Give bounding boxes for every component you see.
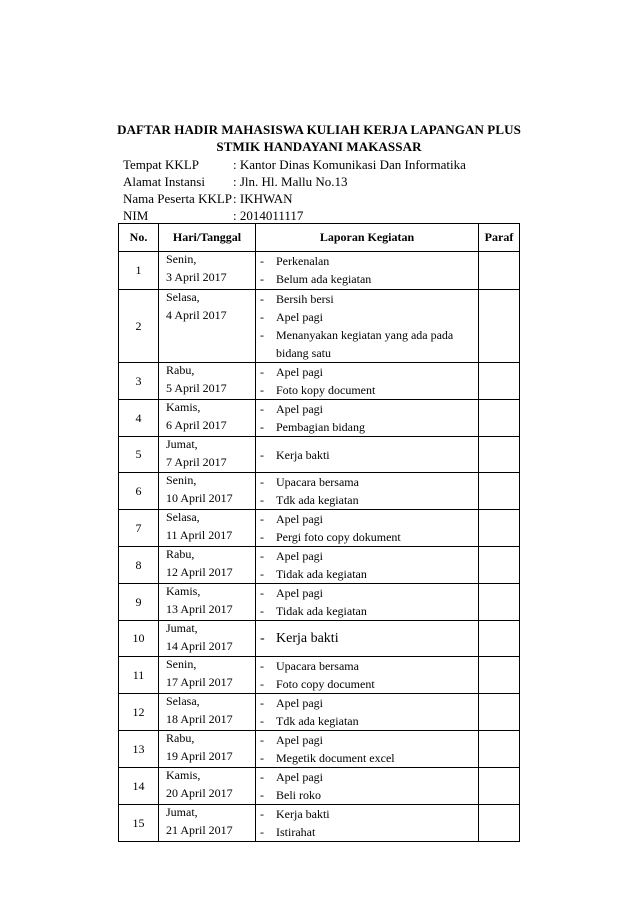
activity-text: Apel pagi bbox=[276, 586, 323, 600]
participant-info bbox=[123, 156, 466, 224]
info-value: : 2014011117 bbox=[233, 208, 304, 223]
row-signature bbox=[479, 473, 520, 510]
activity-item bbox=[260, 290, 478, 308]
bullet-dash: - bbox=[260, 310, 264, 324]
day-name: Rabu, bbox=[166, 363, 195, 377]
table-row bbox=[119, 363, 520, 400]
info-value: : IKHWAN bbox=[233, 191, 293, 206]
bullet-dash: - bbox=[260, 493, 264, 507]
row-number: 10 bbox=[119, 621, 159, 657]
row-number: 7 bbox=[119, 510, 159, 547]
activity-text: Upacara bersama bbox=[276, 659, 359, 673]
bullet-dash: - bbox=[260, 254, 264, 268]
activity-text: Tidak ada kegiatan bbox=[276, 567, 367, 581]
row-activities bbox=[256, 290, 479, 363]
row-signature bbox=[479, 510, 520, 547]
row-activities bbox=[256, 437, 479, 473]
activity-text: Apel pagi bbox=[276, 549, 323, 563]
table-row bbox=[119, 694, 520, 731]
row-signature bbox=[479, 547, 520, 584]
activity-item bbox=[260, 602, 478, 620]
bullet-dash: - bbox=[260, 604, 264, 618]
info-row bbox=[123, 156, 466, 173]
activity-item bbox=[260, 418, 478, 436]
row-day-date bbox=[159, 437, 256, 473]
activity-item bbox=[260, 473, 478, 491]
day-name: Selasa, bbox=[166, 694, 200, 708]
activity-text: Apel pagi bbox=[276, 733, 323, 747]
row-activities bbox=[256, 252, 479, 290]
row-number: 1 bbox=[119, 252, 159, 290]
row-number: 11 bbox=[119, 657, 159, 694]
activity-text: Bersih bersi bbox=[276, 292, 334, 306]
activity-item bbox=[260, 768, 478, 786]
activity-text: Apel pagi bbox=[276, 770, 323, 784]
activity-item bbox=[260, 731, 478, 749]
header-no: No. bbox=[119, 224, 159, 252]
activity-text: Pergi foto copy dokument bbox=[276, 530, 401, 544]
table-row bbox=[119, 657, 520, 694]
date-value: 19 April 2017 bbox=[166, 749, 233, 763]
info-label: Tempat KKLP bbox=[123, 157, 199, 172]
header-report: Laporan Kegiatan bbox=[256, 224, 479, 252]
activity-item bbox=[260, 270, 478, 288]
day-name: Kamis, bbox=[166, 400, 201, 414]
row-day-date bbox=[159, 290, 256, 363]
row-activities bbox=[256, 768, 479, 805]
activity-text: Apel pagi bbox=[276, 696, 323, 710]
bullet-dash: - bbox=[260, 825, 264, 839]
row-day-date bbox=[159, 694, 256, 731]
day-name: Senin, bbox=[166, 473, 197, 487]
activity-item bbox=[260, 565, 478, 583]
activity-text: Foto kopy document bbox=[276, 383, 376, 397]
bullet-dash: - bbox=[260, 512, 264, 526]
activity-item bbox=[260, 675, 478, 693]
bullet-dash: - bbox=[260, 447, 264, 462]
bullet-dash: - bbox=[260, 696, 264, 710]
date-value: 5 April 2017 bbox=[166, 381, 227, 395]
row-number: 6 bbox=[119, 473, 159, 510]
bullet-dash: - bbox=[260, 714, 264, 728]
row-day-date bbox=[159, 731, 256, 768]
row-signature bbox=[479, 584, 520, 621]
activity-text: Apel pagi bbox=[276, 512, 323, 526]
activity-text: Apel pagi bbox=[276, 402, 323, 416]
activity-text: Kerja bakti bbox=[276, 447, 330, 462]
table-row bbox=[119, 584, 520, 621]
row-day-date bbox=[159, 805, 256, 842]
activity-item bbox=[260, 547, 478, 565]
activity-item bbox=[260, 510, 478, 528]
table-row bbox=[119, 437, 520, 473]
row-activities bbox=[256, 584, 479, 621]
table-row bbox=[119, 252, 520, 290]
row-day-date bbox=[159, 400, 256, 437]
activity-item bbox=[260, 749, 478, 767]
row-signature bbox=[479, 805, 520, 842]
activity-text: Kerja bakti bbox=[276, 807, 330, 821]
row-number: 14 bbox=[119, 768, 159, 805]
activity-text: Perkenalan bbox=[276, 254, 330, 268]
row-number: 5 bbox=[119, 437, 159, 473]
activity-text: Kerja bakti bbox=[276, 630, 339, 646]
bullet-dash: - bbox=[260, 807, 264, 821]
table-row bbox=[119, 473, 520, 510]
day-name: Kamis, bbox=[166, 584, 201, 598]
activity-text: Megetik document excel bbox=[276, 751, 395, 765]
activity-item bbox=[260, 805, 478, 823]
header-day: Hari/Tanggal bbox=[159, 224, 256, 252]
row-activities bbox=[256, 731, 479, 768]
day-name: Senin, bbox=[166, 657, 197, 671]
info-value: : Kantor Dinas Komunikasi Dan Informatika bbox=[233, 157, 466, 172]
bullet-dash: - bbox=[260, 751, 264, 765]
table-row bbox=[119, 400, 520, 437]
table-row bbox=[119, 290, 520, 363]
activity-text: Apel pagi bbox=[276, 310, 323, 324]
activity-item bbox=[260, 786, 478, 804]
info-row bbox=[123, 190, 466, 207]
row-activities bbox=[256, 363, 479, 400]
activity-item bbox=[260, 823, 478, 841]
table-row bbox=[119, 621, 520, 657]
table-row bbox=[119, 547, 520, 584]
row-activities bbox=[256, 657, 479, 694]
bullet-dash: - bbox=[260, 733, 264, 747]
day-name: Jumat, bbox=[166, 621, 198, 635]
bullet-dash: - bbox=[260, 567, 264, 581]
activity-item bbox=[260, 491, 478, 509]
day-name: Senin, bbox=[166, 252, 197, 266]
table-header-row bbox=[119, 224, 520, 252]
table-row bbox=[119, 731, 520, 768]
row-signature bbox=[479, 400, 520, 437]
activity-text: Apel pagi bbox=[276, 365, 323, 379]
table-row bbox=[119, 768, 520, 805]
row-number: 4 bbox=[119, 400, 159, 437]
row-activities bbox=[256, 473, 479, 510]
activity-text: Foto copy document bbox=[276, 677, 375, 691]
document-subtitle: STMIK HANDAYANI MAKASSAR bbox=[216, 139, 422, 154]
row-activities bbox=[256, 621, 479, 657]
row-day-date bbox=[159, 363, 256, 400]
info-row bbox=[123, 207, 466, 224]
date-value: 10 April 2017 bbox=[166, 491, 233, 505]
row-activities bbox=[256, 547, 479, 584]
activity-item bbox=[260, 528, 478, 546]
date-value: 12 April 2017 bbox=[166, 565, 233, 579]
row-signature bbox=[479, 252, 520, 290]
activity-text: Pembagian bidang bbox=[276, 420, 365, 434]
row-signature bbox=[479, 657, 520, 694]
bullet-dash: - bbox=[260, 420, 264, 434]
row-activities bbox=[256, 510, 479, 547]
activity-item bbox=[260, 446, 478, 464]
row-signature bbox=[479, 694, 520, 731]
activity-item bbox=[260, 326, 478, 362]
row-signature bbox=[479, 731, 520, 768]
info-label: NIM bbox=[123, 208, 149, 223]
day-name: Rabu, bbox=[166, 547, 195, 561]
bullet-dash: - bbox=[260, 475, 264, 489]
activity-item bbox=[260, 630, 478, 648]
info-label: Alamat Instansi bbox=[123, 174, 205, 189]
day-name: Jumat, bbox=[166, 805, 198, 819]
row-number: 15 bbox=[119, 805, 159, 842]
activity-item bbox=[260, 657, 478, 675]
row-number: 3 bbox=[119, 363, 159, 400]
date-value: 17 April 2017 bbox=[166, 675, 233, 689]
activity-item bbox=[260, 584, 478, 602]
header-sign: Paraf bbox=[479, 224, 520, 252]
bullet-dash: - bbox=[260, 677, 264, 691]
row-number: 8 bbox=[119, 547, 159, 584]
date-value: 4 April 2017 bbox=[166, 308, 227, 322]
activity-text: Beli roko bbox=[276, 788, 321, 802]
row-activities bbox=[256, 805, 479, 842]
row-day-date bbox=[159, 547, 256, 584]
activity-item bbox=[260, 712, 478, 730]
activity-item bbox=[260, 381, 478, 399]
row-number: 12 bbox=[119, 694, 159, 731]
date-value: 7 April 2017 bbox=[166, 455, 227, 469]
activity-item bbox=[260, 363, 478, 381]
activity-item bbox=[260, 694, 478, 712]
row-day-date bbox=[159, 768, 256, 805]
date-value: 6 April 2017 bbox=[166, 418, 227, 432]
activity-text: Belum ada kegiatan bbox=[276, 272, 372, 286]
date-value: 14 April 2017 bbox=[166, 639, 233, 653]
bullet-dash: - bbox=[260, 586, 264, 600]
day-name: Rabu, bbox=[166, 731, 195, 745]
bullet-dash: - bbox=[260, 272, 264, 286]
activity-text: Istirahat bbox=[276, 825, 316, 839]
row-activities bbox=[256, 400, 479, 437]
bullet-dash: - bbox=[260, 328, 264, 342]
date-value: 21 April 2017 bbox=[166, 823, 233, 837]
row-number: 2 bbox=[119, 290, 159, 363]
date-value: 11 April 2017 bbox=[166, 528, 233, 542]
row-number: 9 bbox=[119, 584, 159, 621]
activity-text: Tidak ada kegiatan bbox=[276, 604, 367, 618]
day-name: Selasa, bbox=[166, 510, 200, 524]
date-value: 3 April 2017 bbox=[166, 270, 227, 284]
table-body bbox=[119, 252, 520, 842]
bullet-dash: - bbox=[260, 659, 264, 673]
table-row bbox=[119, 805, 520, 842]
date-value: 13 April 2017 bbox=[166, 602, 233, 616]
row-day-date bbox=[159, 584, 256, 621]
activity-text: Upacara bersama bbox=[276, 475, 359, 489]
bullet-dash: - bbox=[260, 549, 264, 563]
date-value: 18 April 2017 bbox=[166, 712, 233, 726]
info-row bbox=[123, 173, 466, 190]
info-value: : Jln. Hl. Mallu No.13 bbox=[233, 174, 348, 189]
bullet-dash: - bbox=[260, 788, 264, 802]
bullet-dash: - bbox=[260, 292, 264, 306]
row-day-date bbox=[159, 657, 256, 694]
row-day-date bbox=[159, 252, 256, 290]
row-signature bbox=[479, 768, 520, 805]
info-label: Nama Peserta KKLP bbox=[123, 191, 233, 206]
activity-item bbox=[260, 308, 478, 326]
bullet-dash: - bbox=[260, 770, 264, 784]
row-day-date bbox=[159, 621, 256, 657]
activity-item bbox=[260, 400, 478, 418]
row-signature bbox=[479, 437, 520, 473]
row-signature bbox=[479, 290, 520, 363]
bullet-dash: - bbox=[260, 383, 264, 397]
activity-item bbox=[260, 252, 478, 270]
row-signature bbox=[479, 363, 520, 400]
row-signature bbox=[479, 621, 520, 657]
day-name: Selasa, bbox=[166, 290, 200, 304]
row-number: 13 bbox=[119, 731, 159, 768]
activity-text: Menanyakan kegiatan yang ada pada bidang satu bbox=[276, 328, 454, 360]
bullet-dash: - bbox=[260, 530, 264, 544]
day-name: Kamis, bbox=[166, 768, 201, 782]
bullet-dash: - bbox=[260, 630, 265, 646]
row-activities bbox=[256, 694, 479, 731]
bullet-dash: - bbox=[260, 402, 264, 416]
document-title: DAFTAR HADIR MAHASISWA KULIAH KERJA LAPANGAN PLUS bbox=[117, 122, 521, 137]
table-row bbox=[119, 510, 520, 547]
activity-text: Tdk ada kegiatan bbox=[276, 493, 359, 507]
activity-text: Tdk ada kegiatan bbox=[276, 714, 359, 728]
bullet-dash: - bbox=[260, 365, 264, 379]
day-name: Jumat, bbox=[166, 437, 198, 451]
row-day-date bbox=[159, 510, 256, 547]
attendance-table bbox=[118, 223, 520, 842]
row-day-date bbox=[159, 473, 256, 510]
date-value: 20 April 2017 bbox=[166, 786, 233, 800]
